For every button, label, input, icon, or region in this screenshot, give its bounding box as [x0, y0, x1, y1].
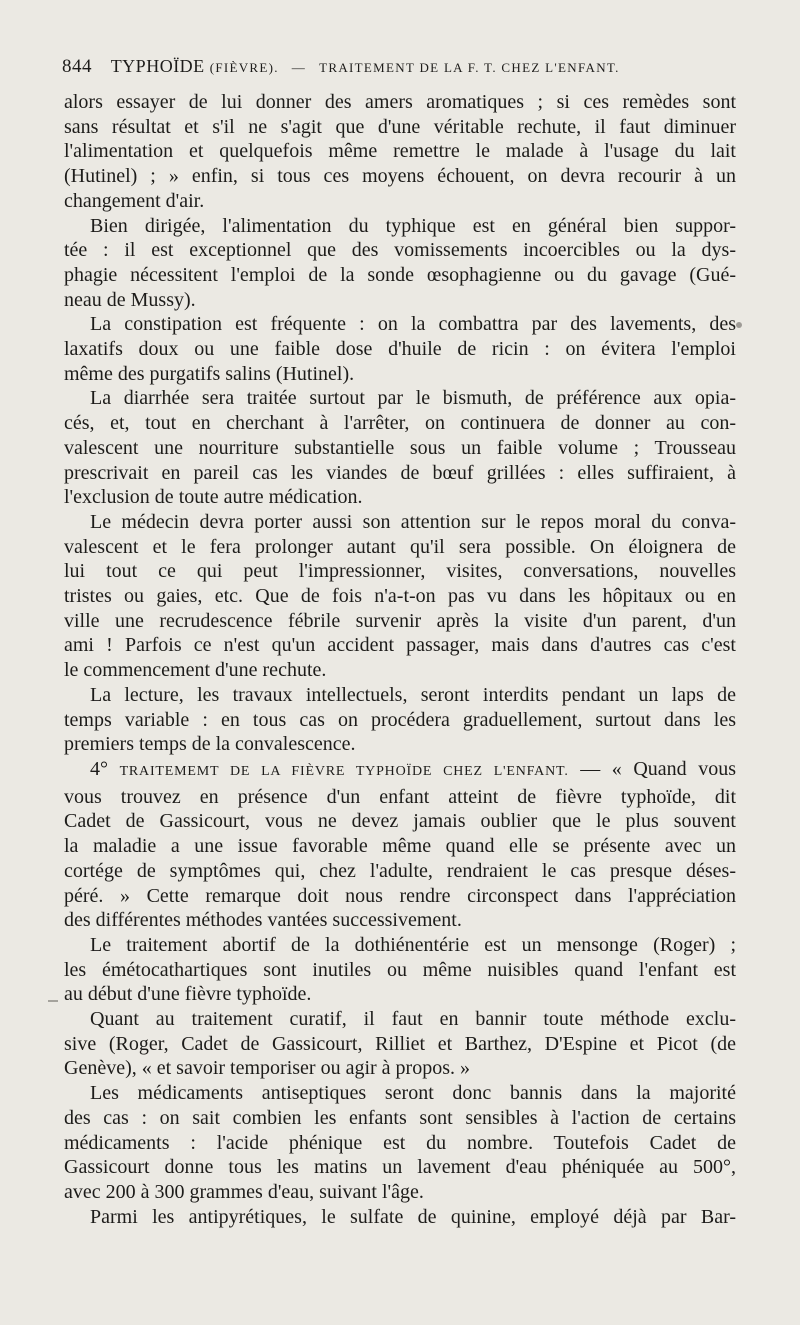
text-line: lui tout ce qui peut l'impressionner, visites, conversations, nouvelles: [64, 560, 736, 583]
text-line: La diarrhée sera traitée surtout par le bismuth, de préférence aux opia-: [90, 387, 736, 410]
paper-mark: [48, 1000, 58, 1002]
text-line: Les médicaments antiseptiques seront donc bannis dans la majorité: [90, 1082, 736, 1105]
text-line: (Hutinel) ; » enfin, si tous ces moyens échouent, on devra recourir à un: [64, 165, 736, 188]
text-line: Bien dirigée, l'alimentation du typhique est en général bien suppor-: [90, 214, 736, 237]
text-line: alors essayer de lui donner des amers aromatiques ; si ces remèdes sont: [64, 91, 736, 113]
text-line: valescent et le fera prolonger autant qu'il sera possible. On éloignera de: [64, 535, 736, 558]
text-line: médicaments : l'acide phénique est du nombre. Toutefois Cadet de: [64, 1131, 736, 1154]
text-line: phagie nécessitent l'emploi de la sonde œsophagienne ou du gavage (Gué-: [64, 263, 736, 286]
text-line: les émétocathartiques sont inutiles ou même nuisibles quand l'enfant est: [64, 958, 736, 981]
text-line: prescrivait en pareil cas les viandes de bœuf grillées : elles suffiraient, à: [64, 461, 736, 484]
text-line: cés, et, tout en cherchant à l'arrêter, on continuera de donner au con-: [64, 412, 736, 435]
text-line: tée : il est exceptionnel que des vomissements incoercibles ou la dys-: [64, 239, 736, 262]
text-line: Cadet de Gassicourt, vous ne devez jamais oublier que le plus souvent: [64, 810, 736, 833]
text-line: des différentes méthodes vantées successivement.: [64, 909, 462, 932]
text-line: vous trouvez en présence d'un enfant atteint de fièvre typhoïde, dit: [64, 785, 736, 808]
text-line: péré. » Cette remarque doit nous rendre circonspect dans l'appréciation: [64, 884, 736, 907]
text-line: avec 200 à 300 grammes d'eau, suivant l'âge.: [64, 1180, 424, 1203]
text-line: le commencement d'une rechute.: [64, 659, 327, 682]
text-line: Parmi les antipyrétiques, le sulfate de quinine, employé déjà par Bar-: [90, 1205, 736, 1228]
text-line: Genève), « et savoir temporiser ou agir à propos. »: [64, 1057, 470, 1080]
text-line: sive (Roger, Cadet de Gassicourt, Rilliet et Barthez, D'Espine et Picot (de: [64, 1032, 736, 1055]
text-line: Le traitement abortif de la dothiénentérie est un mensonge (Roger) ;: [90, 933, 736, 956]
text-line: ami ! Parfois ce n'est qu'un accident passager, mais dans d'autres cas c'est: [64, 634, 736, 657]
page-number: 844: [62, 56, 92, 77]
text-line: tristes ou gaies, etc. Que de fois n'a-t-on pas vu dans les hôpitaux ou en: [64, 585, 736, 608]
section-number: 4°: [90, 757, 120, 780]
section-quote-start: — « Quand vous: [568, 757, 736, 780]
text-line: cortége de symptômes qui, chez l'adulte, rendraient le cas presque déses-: [64, 859, 736, 882]
text-line: Le médecin devra porter aussi son attention sur le repos moral du conva-: [90, 510, 736, 533]
section-title: TRAITEMEMT DE LA FIÈVRE TYPHOÏDE CHEZ L'ENFANT.: [119, 763, 569, 779]
text-line: ville une recrudescence fébrile survenir après la visite d'un parent, d'un: [64, 609, 736, 632]
header-subtitle-1: (FIÈVRE).: [209, 60, 279, 75]
text-line: des cas : on sait combien les enfants sont sensibles à l'action de certains: [64, 1106, 736, 1129]
text-line: Quant au traitement curatif, il faut en bannir toute méthode exclu-: [90, 1008, 736, 1031]
text-line: neau de Mussy).: [64, 288, 196, 311]
text-line: La lecture, les travaux intellectuels, seront interdits pendant un laps de: [90, 683, 736, 706]
text-line: laxatifs doux ou une faible dose d'huile de ricin : on évitera l'emploi: [64, 338, 736, 361]
text-line: au début d'une fièvre typhoïde.: [64, 983, 312, 1006]
header-dash: —: [291, 60, 307, 75]
text-line: sans résultat et s'il ne s'agit que d'une véritable rechute, il faut diminuer: [64, 115, 736, 138]
text-line: changement d'air.: [64, 189, 205, 212]
text-line: premiers temps de la convalescence.: [64, 733, 356, 756]
paper-speck: [736, 322, 742, 328]
text-line: l'alimentation et quelquefois même remettre le malade à l'usage du lait: [64, 140, 736, 163]
body-text: [64, 90, 736, 1229]
header-title: TYPHOÏDE: [110, 56, 205, 76]
header-subtitle-2: TRAITEMENT DE LA F. T. CHEZ L'ENFANT.: [319, 60, 620, 75]
text-line: temps variable : en tous cas on procédera graduellement, surtout dans les: [64, 708, 736, 731]
text-line: la maladie a une issue favorable même quand elle se présente avec un: [64, 835, 736, 858]
text-line: Gassicourt donne tous les matins un lavement d'eau phéniquée au 500°,: [64, 1156, 736, 1179]
section-heading-line: [64, 757, 736, 785]
text-line: La constipation est fréquente : on la combattra par des lavements, des: [90, 313, 736, 336]
text-line: valescent une nourriture substantielle sous un faible volume ; Trousseau: [64, 436, 736, 459]
text-line: même des purgatifs salins (Hutinel).: [64, 362, 355, 385]
text-line: l'exclusion de toute autre médication.: [64, 486, 363, 509]
running-header: [62, 56, 742, 86]
